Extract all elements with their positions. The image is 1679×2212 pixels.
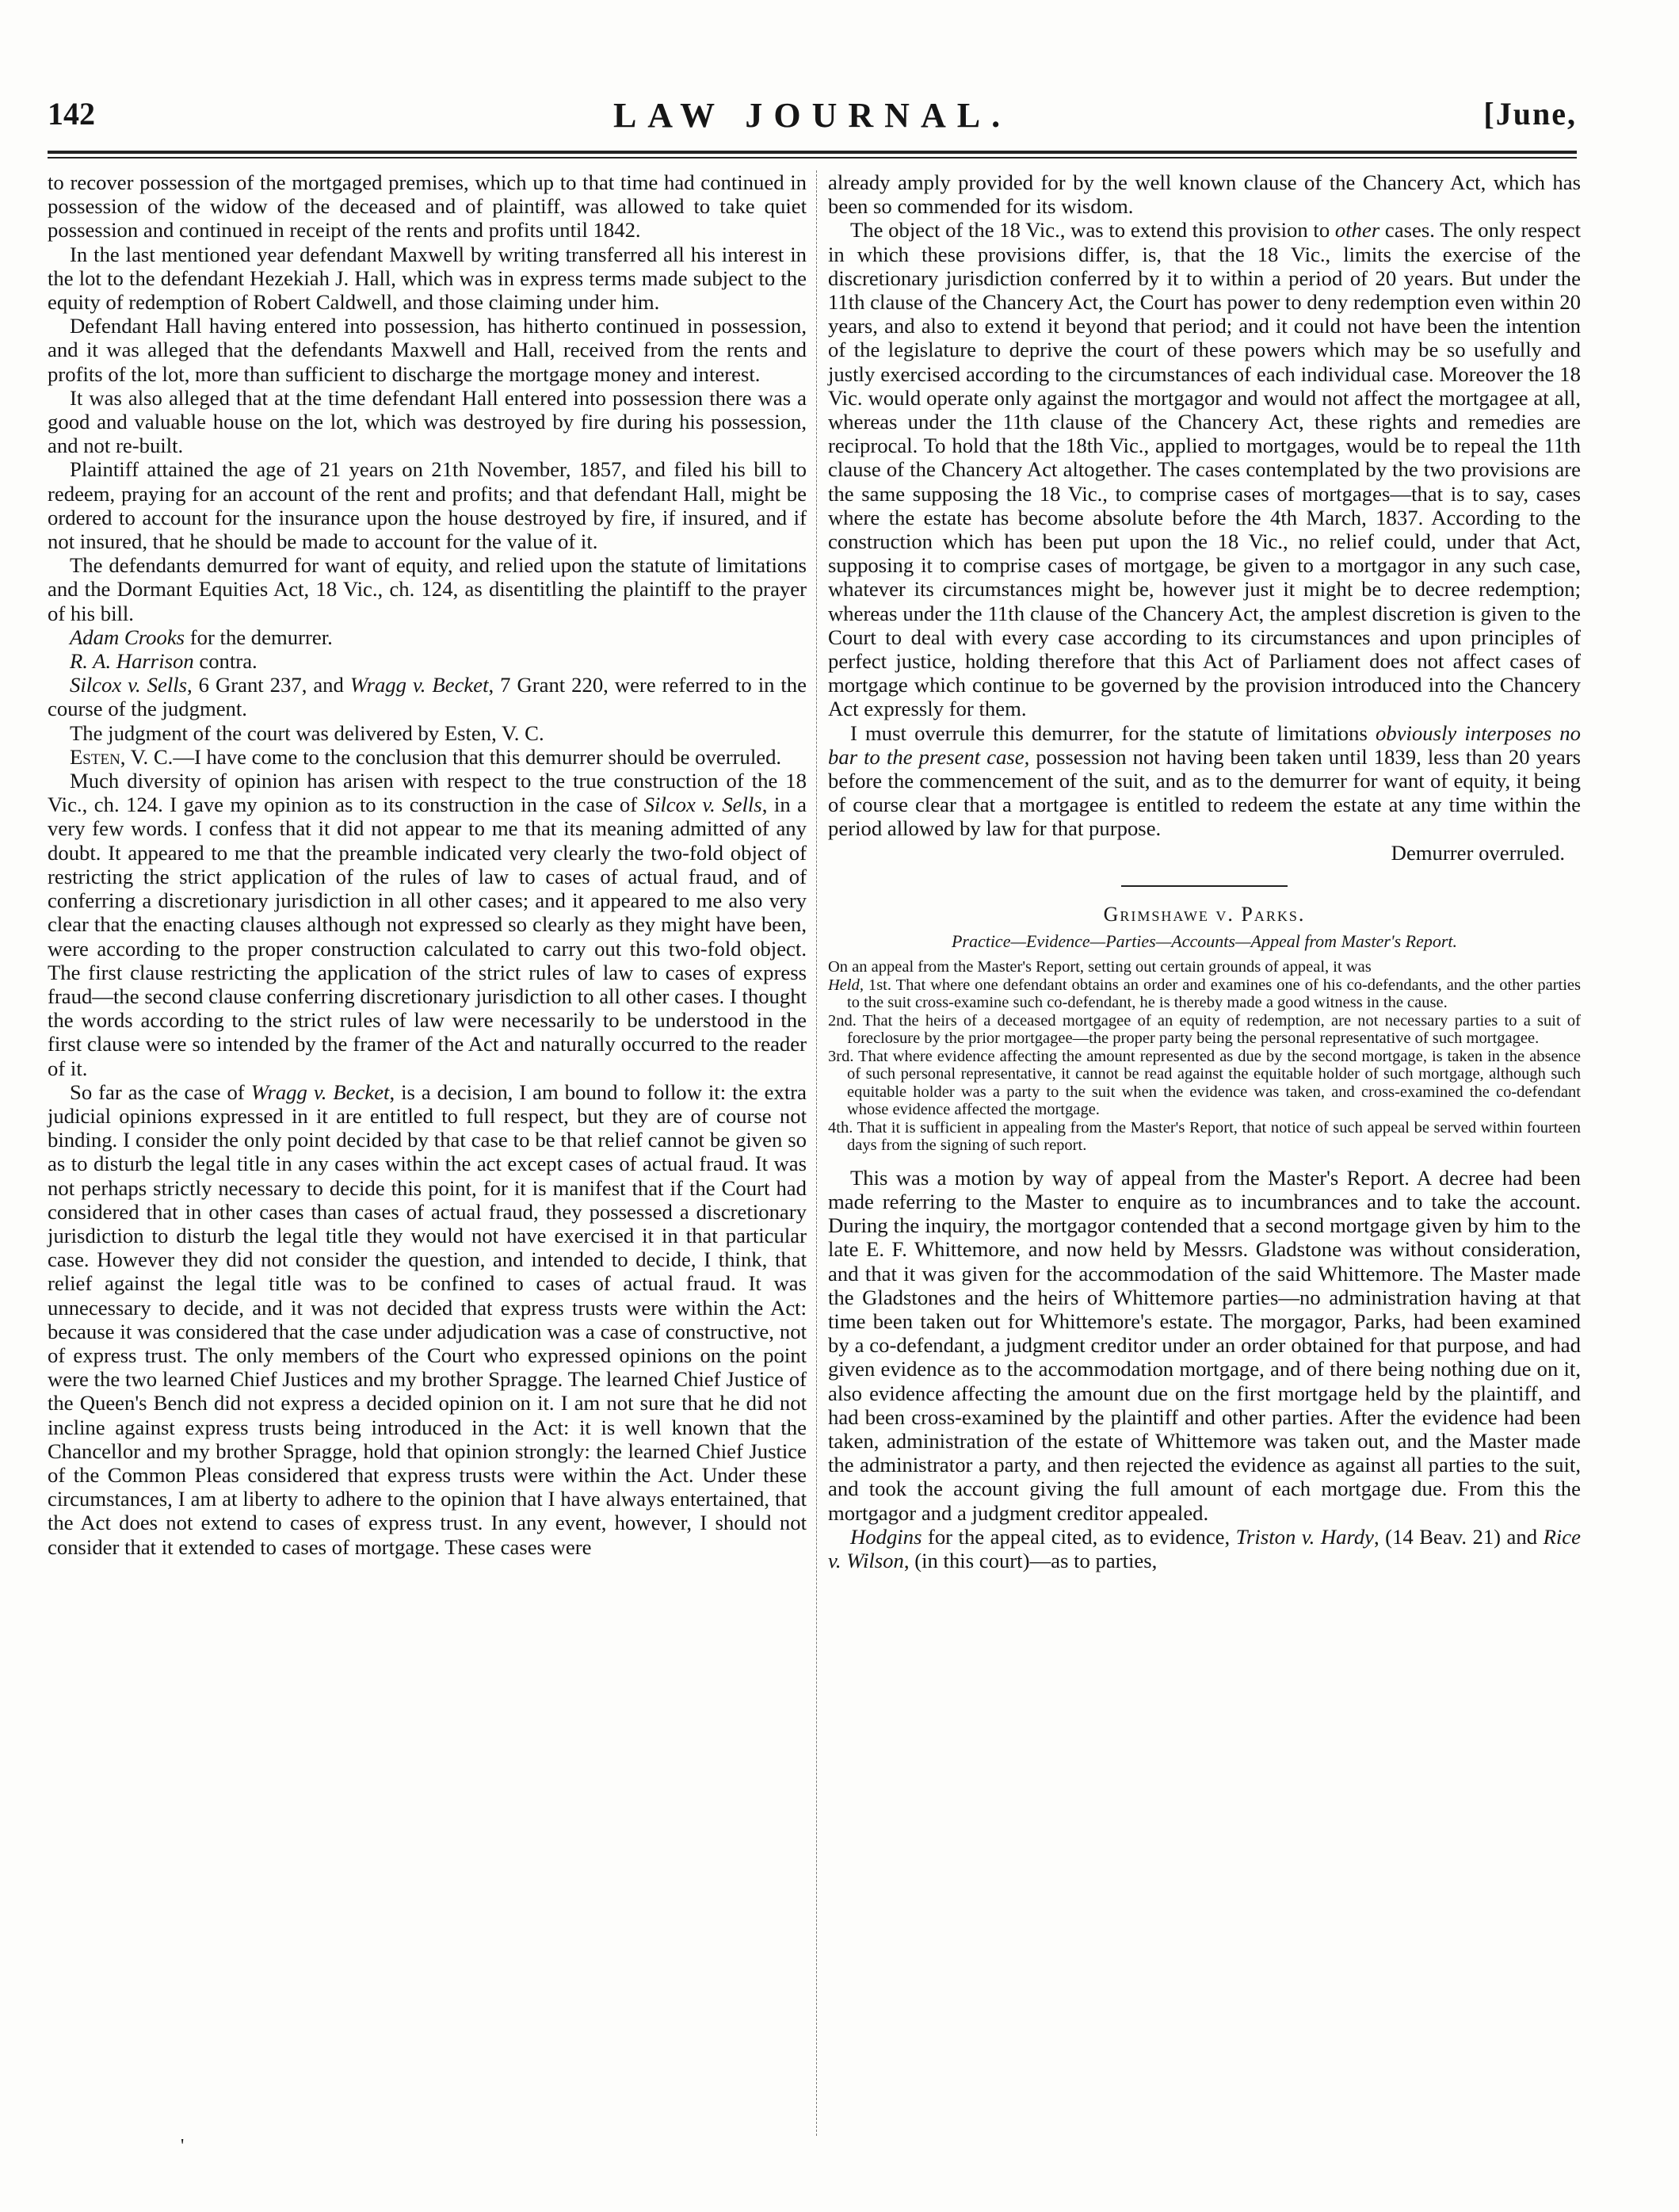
text-run: Much diversity of opinion has arisen with respect to the true construction of the 18 Vic., ch. 124. I gave my opinion as to its construction in the case of (48, 769, 807, 817)
text-run: , is a decision, I am bound to follow it: the extra judicial opinions expressed in it are entitled to full respect, but they are of course not binding. I consider the only point decided by that case to be that relief cannot be given so as to disturb the legal title in any cases within the act except cases of actual fraud. It was not perhaps strictly necessary to decide this point, for it is manifest that if the Court had considered that in other cases than cases of actual fraud, they possessed a discretionary jurisdiction to disturb the legal title they would not have exercised it in that particular case. However they did not consider the question, and intended to decide, I think, that relief against the legal title was to be confined to cases of actual fraud. It was unnecessary to decide, and it was not decided that express trusts were within the Act: because it was considered that the case under adjudication was a case of constructive, not of express trust. The only members of the Court who expressed opinions on the point were the two learned Chief Justices and my brother Spragge. The learned Chief Justice of the Queen's Bench did not express a decided opinion on it. I am not sure that he did not incline against express trusts being introduced in the Act: it is well known that the Chancellor and my brother Spragge, hold that opinion strongly: the learned Chief Justice of the Common Pleas considered that express trusts were within the Act. Under these circumstances, I am at liberty to adhere to the opinion that I have always entertained, that the Act does not extend to cases of express trust. In any event, however, I should not consider that it extended to cases of mortgage. These cases were (48, 1079, 807, 1559)
column-divider (816, 170, 817, 2136)
text-run: , in a very few words. I confess that it did not appear to me that its meaning admitted of any doubt. It appeared to me that the preamble indicated very clearly the two-fold object of restricting the strict application of the rules of law to cases of actual fraud, and of conferring a discretionary jurisdiction in all other cases; and it appeared to me also very clear that the enacting clauses although not expressed so clearly as they might have been, were according to the proper construction calculated to carry out this two-fold object. The first clause restricting the application of the strict rules of law to cases of express fraud—the second clause conferring discretionary jurisdiction to all other cases. I thought the words according to the strict rules of law were necessarily to be understood in the first clause were so intended by the framer of the Act and naturally occurred to the reader of it. (48, 793, 807, 1080)
counsel-line (48, 649, 807, 673)
text-run: So far as the case of (70, 1079, 251, 1104)
counsel-name: Hodgins (850, 1524, 922, 1549)
paragraph (48, 769, 807, 1080)
citation-text: , 6 Grant 237, and (187, 673, 350, 697)
case-name: Silcox v. Sells (70, 673, 188, 697)
headnote-item (828, 976, 1581, 1012)
text-run: possession not having been taken until 1839, less than 20 years before the commencement of the suit, and as to the demurrer for want of equity, it being of course clear that a mortgagee is entitled to redeem the estate at any time within the period allowed by law for that purpose. (828, 744, 1581, 841)
emphasis: obviously interposes no bar to the present case, (828, 720, 1581, 769)
case-name: Triston v. Hardy (1235, 1524, 1375, 1549)
header-double-rule (48, 151, 1577, 159)
headnote-intro: On an appeal from the Master's Report, setting out certain grounds of appeal, it was (828, 958, 1372, 976)
paragraph: already amply provided for by the well known clause of the Chancery Act, which has been so commended for its wisdom. (828, 170, 1581, 219)
paragraph (828, 721, 1581, 841)
case-name: Wragg v. Becket (349, 673, 489, 697)
month-label: [June, (1483, 96, 1577, 132)
paragraph (828, 218, 1581, 720)
counsel-line (48, 625, 807, 649)
left-column (48, 170, 807, 1559)
judge-name: Esten, V. C. (70, 744, 174, 769)
text-run: , (14 Beav. 21) and (1374, 1524, 1544, 1549)
emphasis: other (1334, 218, 1380, 243)
headnote-item: 4th. That it is sufficient in appealing from the Master's Report, that notice of such appeal be served within fourteen days from the signing of such report. (828, 1118, 1581, 1155)
held-label: Held, (828, 976, 864, 994)
paragraph: This was a motion by way of appeal from the Master's Report. A decree had been made referring to the Master to enquire as to incumbrances and to take the account. During the inquiry, the mortgagor contended that a second mortgage given by him to the late E. F. Whittemore, and now held by Messrs. Gladstone was without consideration, and that it was given for the accommodation of the said Whittemore. The Master made the Gladstones and the heirs of Whittemore parties—no administration having at that time been taken out for Whittemore's estate. The morgagor, Parks, had been examined by a co-defendant, a judgment creditor under an order obtained for that purpose, and had given evidence as to the accommodation mortgage, and of there being nothing due on it, also evidence affecting the amount due on the first mortgage held by the plaintiff, and had been cross-examined by the plaintiff and other parties. After the evidence had been taken, administration of the estate of Whittemore was taken out, and the Master made the administrator a party, and then rejected the evidence as against all parties to the suit, and took the account giving the full amount of each mortgage due. From this the mortgagor and a judgment creditor appealed. (828, 1165, 1581, 1525)
paragraph: to recover possession of the mortgaged premises, which up to that time had continued in possession of the widow of the deceased and of plaintiff, was allowed to take quiet possession and continued in receipt of the rents and profits until 1842. (48, 170, 807, 243)
paragraph: The judgment of the court was delivered by Esten, V. C. (70, 720, 544, 745)
case-name: Rice v. Wilson (828, 1524, 1581, 1573)
paragraph: The defendants demurred for want of equity, and relied upon the statute of limitations and the Dormant Equities Act, 18 Vic., ch. 124, as disentitling the plaintiff to the prayer of his bill. (48, 553, 807, 625)
counsel-name: Adam Crooks (70, 625, 185, 649)
text-run: for the appeal cited, as to evidence, (922, 1524, 1236, 1549)
judgment-opening (48, 745, 807, 769)
paragraph: It was also alleged that at the time defendant Hall entered into possession there was a good and valuable house on the lot, which was destroyed by fire during his possession, and not re-built. (48, 385, 807, 458)
headnote-text: 1st. That where one defendant obtains an order and examines one of his co-defendants, and the other parties to the suit cross-examine such co-defendant, he is thereby made a good witness in the cause. (847, 976, 1581, 1012)
judgment-text: —I have come to the conclusion that this demurrer should be overruled. (173, 744, 782, 769)
case-name: Silcox v. Sells (643, 793, 762, 817)
page-number: 142 (48, 96, 95, 132)
text-run: , (in this court)—as to parties, (903, 1549, 1158, 1573)
result-line: Demurrer overruled. (1391, 840, 1565, 865)
text-run: The object of the 18 Vic., was to extend this provision to (850, 218, 1335, 243)
journal-title: LAW JOURNAL. (612, 96, 1012, 135)
section-rule (1121, 885, 1288, 887)
paragraph (48, 1080, 807, 1559)
right-column (828, 170, 1581, 1572)
counsel-role: contra. (193, 649, 258, 674)
paragraph: Plaintiff attained the age of 21 years on 21th November, 1857, and filed his bill to redeem, praying for an account of the rent and profits; and that defendant Hall, might be ordered to account for the insurance upon the house destroyed by fire, if insured, and if not insured, that he should be made to account for the value of it. (48, 457, 807, 554)
case-title: Grimshawe v. Parks. (1103, 902, 1306, 926)
running-header (48, 95, 1577, 151)
catchwords: Practice—Evidence—Parties—Accounts—Appeal from Master's Report. (951, 931, 1458, 952)
case-name: Wragg v. Becket (250, 1079, 390, 1104)
headnote-item: 2nd. That the heirs of a deceased mortgagee of an equity of redemption, are not necessary parties to a suit of foreclosure by the prior mortgagee—the proper party being the personal representative of such mortgagee. (828, 1011, 1581, 1048)
headnote-item: 3rd. That where evidence affecting the amount represented as due by the second mortgage, is taken in the absence of such personal representative, it cannot be read against the equitable holder of such mortgage, although such equitable holder was a party to the suit when the evidence was taken, and cross-examined the co-defendant whose evidence affected the mortgage. (828, 1047, 1581, 1119)
counsel-name: R. A. Harrison (70, 649, 194, 674)
stray-mark: ' (181, 2136, 185, 2157)
headnote (828, 958, 1581, 1155)
text-run: cases. The only respect in which these provisions differ, is, that the 18 Vic., limits the exercise of the discretionary jurisdiction conferred by it to within a period of 20 years. But under the 11th clause of the Chancery Act, the Court has power to deny redemption even within 20 years, and also to extend it beyond that period; and it could not have been the intention of the legislature to deprive the court of these powers which may be so usefully and justly exercised according to the circumstances of each individual case. Moreover the 18 Vic. would operate only against the mortgagor and would not affect the mortgagee at all, whereas under the 11th clause of the Chancery Act, these rights and remedies are reciprocal. To hold that the 18th Vic., applied to mortgages, would be to repeal the 11th clause of the Chancery Act altogether. The cases contemplated by the two provisions are the same supposing the 18 Vic., to comprise cases of mortgages—that is to say, cases where the estate has become absolute before the 4th March, 1837. According to the construction which has been put upon the 18 Vic., no relief could, under that Act, supposing it to comprise cases of mortgage, be given to a mortgagor in any such case, whatever its circumstances might be, however just it might be to decree redemption; whereas under the 11th clause of the Chancery Act, the amplest discretion is given to the Court to deal with every case according to its circumstances and upon principles of perfect justice, holding therefore that this Act of Parliament does not affect cases of mortgage which continue to be governed by the provision introduced into the Chancery Act expressly for them. (828, 218, 1582, 721)
paragraph (828, 1525, 1581, 1572)
citation-line (48, 673, 807, 720)
text-run: I must overrule this demurrer, for the statute of limitations (850, 720, 1376, 745)
paragraph: Defendant Hall having entered into possession, has hitherto continued in possession, and it was alleged that the defendants Maxwell and Hall, received from the rents and profits of the lot, more than sufficient to discharge the mortgage money and interest. (48, 314, 807, 386)
counsel-role: for the demurrer. (185, 625, 333, 649)
citation-text: , 7 Grant 220, were referred to in the course of the judgment. (48, 673, 807, 721)
paragraph: In the last mentioned year defendant Maxwell by writing transferred all his interest in the lot to the defendant Hezekiah J. Hall, which was in express terms made subject to the equity of redemption of Robert Caldwell, and those claiming under him. (48, 242, 807, 315)
